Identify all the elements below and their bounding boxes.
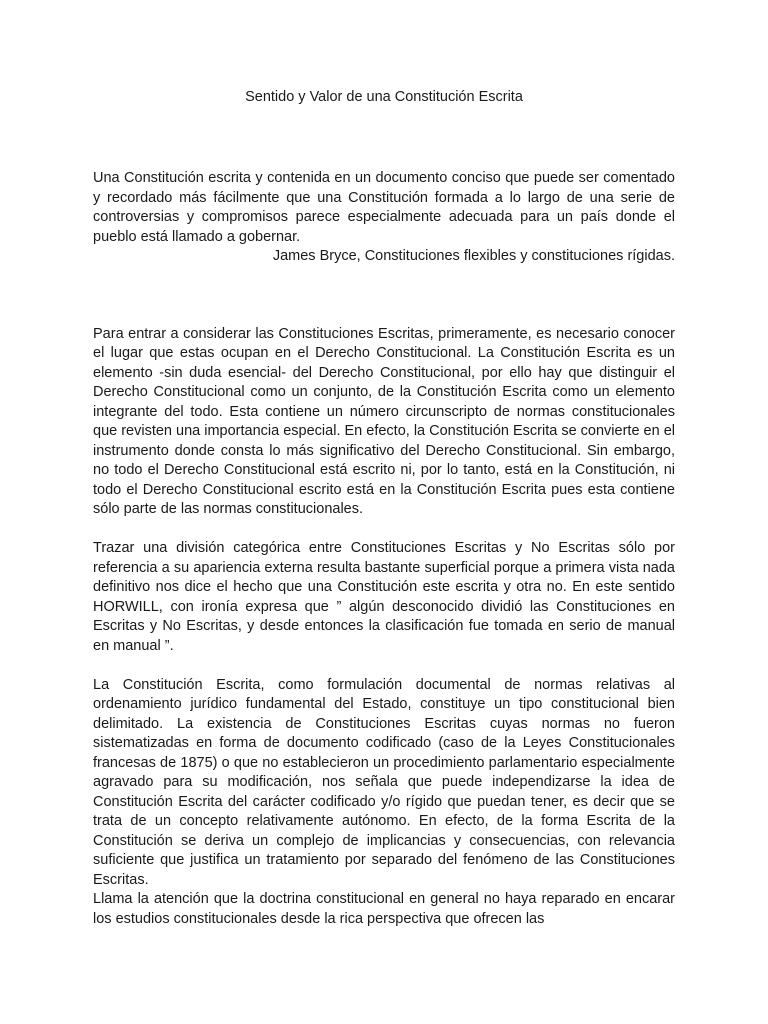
paragraph-1: Para entrar a considerar las Constituciones Escritas, primeramente, es necesario conocer el lugar que estas ocupan en el Derecho Constitucional. La Constitución Escrita es un elemento -sin duda esencial- del Derecho Constitucional, por ello hay que distinguir el Derecho Constitucional como un conjunto, de la Constitución Escrita como un elemento integrante del todo. Esta contiene un número circunscripto de normas constitucionales que revisten una importancia especial. En efecto, la Constitución Escrita se convierte en el instrumento donde consta lo más significativo del Derecho Constitucional. Sin embargo, no todo el Derecho Constitucional está escrito ni, por lo tanto, está en la Constitución, ni todo el Derecho Constitucional escrito está en la Constitución Escrita pues esta contiene sólo parte de las normas constitucionales. bbox=[93, 325, 675, 517]
paragraph-2: Trazar una división categórica entre Constituciones Escritas y No Escritas sólo por referencia a su apariencia externa resulta bastante superficial porque a primera vista nada definitivo nos dice el hecho que una Constitución este escrita y otra no. En este sentido HORWILL, con ironía expresa que ” algún desconocido dividió las Constituciones en Escritas y No Escritas, y desde entonces la clasificación fue tomada en serio de manual en manual ”. bbox=[93, 540, 675, 654]
epigraph-attribution: James Bryce, Constituciones flexibles y constituciones rígidas. bbox=[272, 248, 675, 264]
document-page bbox=[93, 88, 675, 929]
epigraph-block bbox=[93, 169, 675, 267]
paragraph-4: Llama la atención que la doctrina constitucional en general no haya reparado en encarar los estudios constitucionales desde la rica perspectiva que ofrecen las bbox=[93, 891, 675, 927]
document-title: Sentido y Valor de una Constitución Escrita bbox=[245, 89, 523, 105]
epigraph-quote: Una Constitución escrita y contenida en un documento conciso que puede ser comentado y recordado más fácilmente que una Constitución formada a lo largo de una serie de controversias y compromisos parece especialmente adecuada para un país donde el pueblo está llamado a gobernar. bbox=[93, 170, 675, 245]
document-body bbox=[93, 325, 675, 930]
paragraph-3: La Constitución Escrita, como formulación documental de normas relativas al ordenamiento jurídico fundamental del Estado, constituye un tipo constitucional bien delimitado. La existencia de Constituciones Escritas cuyas normas no fueron sistematizadas en forma de documento codificado (caso de la Leyes Constitucionales francesas de 1875) o que no establecieron un procedimiento parlamentario especialmente agravado para su modificación, nos señala que puede independizarse la idea de Constitución Escrita del carácter codificado y/o rígido que puedan tener, es decir que se trata de un concepto relativamente autónomo. En efecto, de la forma Escrita de la Constitución se deriva un complejo de implicancias y consecuencias, con relevancia suficiente que justifica un tratamiento por separado del fenómeno de las Constituciones Escritas. bbox=[93, 676, 675, 888]
